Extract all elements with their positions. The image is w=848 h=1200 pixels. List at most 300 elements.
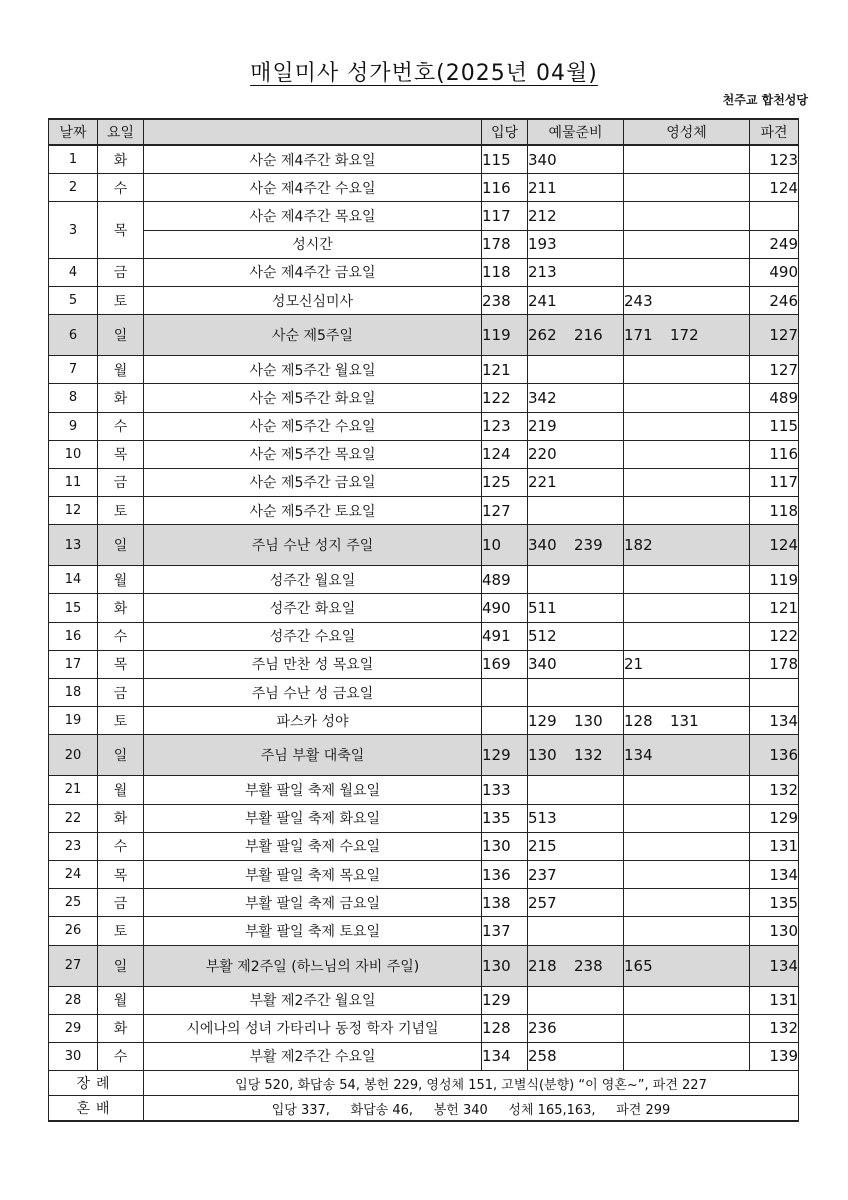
cell-offertory: [528, 622, 624, 650]
cell-communion: [624, 945, 750, 986]
cell-weekday: 월: [98, 566, 144, 594]
cell-communion: [624, 230, 750, 258]
table-row: [49, 650, 799, 678]
cell-entrance: 138: [482, 889, 528, 917]
cell-communion: [624, 174, 750, 202]
hymn-number: 238: [574, 956, 603, 975]
hymn-number: 165: [624, 956, 653, 975]
hymn-number: 513: [528, 809, 557, 828]
cell-celebration: 주님 수난 성 금요일: [144, 679, 482, 707]
cell-entrance: 124: [482, 440, 528, 468]
cell-weekday: 금: [98, 679, 144, 707]
cell-day: 9: [49, 412, 98, 440]
table-row: [49, 1042, 799, 1070]
cell-celebration: 부활 팔일 축제 월요일: [144, 776, 482, 804]
cell-weekday: 목: [98, 650, 144, 678]
hymn-number: 130: [574, 711, 603, 730]
cell-day: 30: [49, 1042, 98, 1070]
cell-communion: [624, 622, 750, 650]
cell-weekday: 수: [98, 832, 144, 860]
cell-offertory: [528, 832, 624, 860]
cell-weekday: 화: [98, 594, 144, 622]
header-offertory: 예물준비: [528, 119, 624, 145]
hymn-number: 193: [528, 235, 557, 254]
table-row: [49, 986, 799, 1014]
cell-offertory: [528, 145, 624, 174]
cell-offertory: [528, 230, 624, 258]
table-row: [49, 889, 799, 917]
cell-offertory: [528, 889, 624, 917]
hymn-number: 512: [528, 627, 557, 646]
footer-text: 입당 337, 화답송 46, 봉헌 340 성체 165,163, 파견 299: [144, 1096, 799, 1122]
cell-weekday: 목: [98, 860, 144, 888]
hymn-number: 243: [624, 291, 653, 310]
cell-day: 26: [49, 917, 98, 945]
hymn-number: 128: [624, 711, 653, 730]
cell-communion: [624, 202, 750, 230]
table-row: [49, 679, 799, 707]
cell-offertory: [528, 566, 624, 594]
hymn-number: 131: [670, 711, 699, 730]
table-row-sunday: [49, 315, 799, 356]
cell-day: 10: [49, 440, 98, 468]
cell-communion: [624, 707, 750, 735]
table-row: [49, 497, 799, 525]
cell-entrance: 118: [482, 258, 528, 286]
header-recessional: 파견: [750, 119, 799, 145]
cell-entrance: 123: [482, 412, 528, 440]
cell-celebration: 부활 팔일 축제 목요일: [144, 860, 482, 888]
cell-offertory: [528, 860, 624, 888]
cell-day: 17: [49, 650, 98, 678]
cell-celebration: 성주간 월요일: [144, 566, 482, 594]
hymn-number: 257: [528, 893, 557, 912]
cell-celebration: 성주간 화요일: [144, 594, 482, 622]
hymn-number: 237: [528, 865, 557, 884]
cell-recessional: 135: [750, 889, 799, 917]
cell-communion: [624, 986, 750, 1014]
hymn-number: 220: [528, 445, 557, 464]
table-row-sunday: [49, 525, 799, 566]
cell-weekday: 토: [98, 707, 144, 735]
hymn-number: 21: [624, 655, 644, 674]
cell-offertory: [528, 679, 624, 707]
hymn-number: 239: [574, 536, 603, 555]
hymn-number: 211: [528, 178, 557, 197]
cell-weekday: 금: [98, 468, 144, 496]
table-row: [49, 202, 799, 230]
cell-day: 11: [49, 468, 98, 496]
table-row: [49, 258, 799, 286]
cell-celebration: 사순 제5주간 토요일: [144, 497, 482, 525]
cell-communion: [624, 650, 750, 678]
table-row: [49, 832, 799, 860]
cell-recessional: 117: [750, 468, 799, 496]
cell-offertory: [528, 776, 624, 804]
cell-day: 1: [49, 145, 98, 174]
cell-offertory: [528, 286, 624, 314]
cell-celebration: 사순 제5주일: [144, 315, 482, 356]
cell-recessional: 123: [750, 145, 799, 174]
cell-weekday: 토: [98, 917, 144, 945]
cell-communion: [624, 286, 750, 314]
table-row-sunday: [49, 735, 799, 776]
cell-entrance: 122: [482, 384, 528, 412]
cell-entrance: [482, 679, 528, 707]
cell-entrance: 127: [482, 497, 528, 525]
cell-offertory: [528, 468, 624, 496]
cell-entrance: 128: [482, 1014, 528, 1042]
hymn-number: 134: [624, 746, 653, 765]
cell-day: 24: [49, 860, 98, 888]
cell-weekday: 화: [98, 1014, 144, 1042]
cell-celebration: 사순 제4주간 금요일: [144, 258, 482, 286]
cell-communion: [624, 145, 750, 174]
cell-recessional: 122: [750, 622, 799, 650]
cell-offertory: [528, 594, 624, 622]
hymn-number: 241: [528, 291, 557, 310]
cell-entrance: 129: [482, 735, 528, 776]
cell-recessional: 129: [750, 804, 799, 832]
cell-day: 3: [49, 202, 98, 258]
cell-communion: [624, 468, 750, 496]
cell-offertory: [528, 440, 624, 468]
cell-entrance: 115: [482, 145, 528, 174]
hymn-number: 212: [528, 206, 557, 225]
hymn-number: 340: [528, 655, 557, 674]
cell-day: 14: [49, 566, 98, 594]
cell-recessional: [750, 679, 799, 707]
cell-communion: [624, 776, 750, 804]
cell-day: 25: [49, 889, 98, 917]
cell-communion: [624, 384, 750, 412]
cell-recessional: 119: [750, 566, 799, 594]
cell-weekday: 토: [98, 497, 144, 525]
cell-recessional: 489: [750, 384, 799, 412]
table-row: [49, 594, 799, 622]
cell-celebration: 주님 부활 대축일: [144, 735, 482, 776]
table-row: [49, 468, 799, 496]
hymn-number: 340: [528, 536, 557, 555]
hymn-number: 218: [528, 956, 557, 975]
cell-recessional: [750, 202, 799, 230]
cell-celebration: 사순 제5주간 월요일: [144, 356, 482, 384]
cell-celebration: 부활 제2주일 (하느님의 자비 주일): [144, 945, 482, 986]
cell-recessional: 136: [750, 735, 799, 776]
cell-entrance: 489: [482, 566, 528, 594]
cell-recessional: 134: [750, 945, 799, 986]
cell-recessional: 139: [750, 1042, 799, 1070]
cell-communion: [624, 258, 750, 286]
hymn-number: 132: [574, 746, 603, 765]
cell-communion: [624, 1014, 750, 1042]
table-row: [49, 145, 799, 174]
cell-weekday: 화: [98, 804, 144, 832]
hymn-number: 258: [528, 1047, 557, 1066]
footer-label: 혼배: [49, 1096, 144, 1122]
table-row: [49, 804, 799, 832]
cell-entrance: 121: [482, 356, 528, 384]
table-row: [49, 440, 799, 468]
cell-entrance: [482, 707, 528, 735]
cell-communion: [624, 315, 750, 356]
cell-entrance: 116: [482, 174, 528, 202]
cell-day: 18: [49, 679, 98, 707]
cell-celebration: 사순 제5주간 목요일: [144, 440, 482, 468]
cell-recessional: 131: [750, 986, 799, 1014]
cell-day: 12: [49, 497, 98, 525]
hymn-number: 213: [528, 263, 557, 282]
table-row-sunday: [49, 945, 799, 986]
cell-celebration: 사순 제4주간 수요일: [144, 174, 482, 202]
header-day: 날짜: [49, 119, 98, 145]
hymn-number: 215: [528, 837, 557, 856]
cell-recessional: 249: [750, 230, 799, 258]
cell-offertory: [528, 650, 624, 678]
cell-offertory: [528, 497, 624, 525]
cell-day: 27: [49, 945, 98, 986]
cell-celebration: 성모신심미사: [144, 286, 482, 314]
cell-communion: [624, 525, 750, 566]
hymn-number: 216: [574, 326, 603, 345]
cell-weekday: 화: [98, 384, 144, 412]
cell-weekday: 금: [98, 258, 144, 286]
cell-weekday: 월: [98, 776, 144, 804]
cell-celebration: 부활 팔일 축제 금요일: [144, 889, 482, 917]
cell-recessional: 124: [750, 525, 799, 566]
footer-row: [49, 1071, 799, 1096]
cell-day: 4: [49, 258, 98, 286]
cell-offertory: [528, 707, 624, 735]
cell-entrance: 136: [482, 860, 528, 888]
cell-day: 6: [49, 315, 98, 356]
hymn-number: 236: [528, 1019, 557, 1038]
cell-recessional: 246: [750, 286, 799, 314]
table-row: [49, 860, 799, 888]
table-row: [49, 707, 799, 735]
hymn-number: 342: [528, 388, 557, 407]
cell-weekday: 금: [98, 889, 144, 917]
cell-offertory: [528, 735, 624, 776]
cell-offertory: [528, 525, 624, 566]
cell-celebration: 시에나의 성녀 가타리나 동정 학자 기념일: [144, 1014, 482, 1042]
cell-offertory: [528, 1014, 624, 1042]
cell-weekday: 일: [98, 945, 144, 986]
cell-day: 5: [49, 286, 98, 314]
cell-recessional: 121: [750, 594, 799, 622]
cell-communion: [624, 412, 750, 440]
cell-communion: [624, 594, 750, 622]
cell-offertory: [528, 202, 624, 230]
cell-communion: [624, 1042, 750, 1070]
cell-offertory: [528, 384, 624, 412]
cell-day: 7: [49, 356, 98, 384]
cell-recessional: 134: [750, 707, 799, 735]
parish-name: 천주교 합천성당: [722, 93, 808, 107]
cell-recessional: 134: [750, 860, 799, 888]
cell-entrance: 490: [482, 594, 528, 622]
cell-entrance: 130: [482, 832, 528, 860]
cell-day: 13: [49, 525, 98, 566]
cell-celebration: 사순 제4주간 화요일: [144, 145, 482, 174]
cell-communion: [624, 735, 750, 776]
footer-row: [49, 1096, 799, 1122]
cell-communion: [624, 889, 750, 917]
cell-offertory: [528, 917, 624, 945]
cell-communion: [624, 356, 750, 384]
cell-celebration: 부활 팔일 축제 수요일: [144, 832, 482, 860]
table-row: [49, 566, 799, 594]
cell-celebration: 부활 제2주간 수요일: [144, 1042, 482, 1070]
cell-weekday: 수: [98, 412, 144, 440]
header-communion: 영성체: [624, 119, 750, 145]
cell-communion: [624, 566, 750, 594]
cell-recessional: 131: [750, 832, 799, 860]
hymn-number: 171: [624, 326, 653, 345]
cell-celebration: 성시간: [144, 230, 482, 258]
cell-day: 20: [49, 735, 98, 776]
cell-entrance: 129: [482, 986, 528, 1014]
header-weekday: 요일: [98, 119, 144, 145]
cell-offertory: [528, 174, 624, 202]
page-title: 매일미사 성가번호(2025년 04월): [250, 61, 598, 86]
hymn-number: 340: [528, 150, 557, 169]
cell-weekday: 수: [98, 174, 144, 202]
cell-day: 21: [49, 776, 98, 804]
cell-communion: [624, 832, 750, 860]
hymn-number: 262: [528, 326, 557, 345]
cell-weekday: 화: [98, 145, 144, 174]
cell-recessional: 115: [750, 412, 799, 440]
cell-offertory: [528, 315, 624, 356]
cell-offertory: [528, 356, 624, 384]
cell-entrance: 117: [482, 202, 528, 230]
table-row: [49, 412, 799, 440]
cell-recessional: 132: [750, 1014, 799, 1042]
cell-weekday: 수: [98, 622, 144, 650]
cell-celebration: 사순 제5주간 수요일: [144, 412, 482, 440]
cell-communion: [624, 860, 750, 888]
cell-weekday: 토: [98, 286, 144, 314]
cell-communion: [624, 497, 750, 525]
table-row: [49, 286, 799, 314]
cell-day: 8: [49, 384, 98, 412]
cell-offertory: [528, 258, 624, 286]
footer-text: 입당 520, 화답송 54, 봉헌 229, 영성체 151, 고별식(분향) “이 영혼~”, 파견 227: [144, 1071, 799, 1096]
cell-communion: [624, 917, 750, 945]
table-row: [49, 356, 799, 384]
cell-celebration: 파스카 성야: [144, 707, 482, 735]
cell-entrance: 134: [482, 1042, 528, 1070]
cell-entrance: 169: [482, 650, 528, 678]
cell-recessional: 132: [750, 776, 799, 804]
cell-weekday: 수: [98, 1042, 144, 1070]
cell-entrance: 10: [482, 525, 528, 566]
cell-day: 15: [49, 594, 98, 622]
cell-day: 23: [49, 832, 98, 860]
cell-recessional: 118: [750, 497, 799, 525]
hymn-number: 129: [528, 711, 557, 730]
cell-celebration: 사순 제5주간 금요일: [144, 468, 482, 496]
cell-entrance: 137: [482, 917, 528, 945]
cell-celebration: 사순 제4주간 목요일: [144, 202, 482, 230]
cell-entrance: 178: [482, 230, 528, 258]
hymn-number: 219: [528, 417, 557, 436]
header-entrance: 입당: [482, 119, 528, 145]
cell-weekday: 월: [98, 986, 144, 1014]
cell-offertory: [528, 986, 624, 1014]
table-row: [49, 776, 799, 804]
cell-offertory: [528, 1042, 624, 1070]
cell-recessional: 130: [750, 917, 799, 945]
cell-offertory: [528, 412, 624, 440]
table-row: [49, 622, 799, 650]
cell-entrance: 125: [482, 468, 528, 496]
cell-celebration: 부활 제2주간 월요일: [144, 986, 482, 1014]
cell-weekday: 월: [98, 356, 144, 384]
hymn-number: 182: [624, 536, 653, 555]
cell-celebration: 사순 제5주간 화요일: [144, 384, 482, 412]
hymn-number: 130: [528, 746, 557, 765]
cell-day: 29: [49, 1014, 98, 1042]
table-row: [49, 230, 799, 258]
cell-recessional: 116: [750, 440, 799, 468]
cell-recessional: 124: [750, 174, 799, 202]
cell-offertory: [528, 945, 624, 986]
table-row: [49, 917, 799, 945]
cell-recessional: 178: [750, 650, 799, 678]
cell-communion: [624, 440, 750, 468]
cell-entrance: 238: [482, 286, 528, 314]
cell-communion: [624, 804, 750, 832]
cell-weekday: 일: [98, 735, 144, 776]
hymn-number: 221: [528, 473, 557, 492]
cell-celebration: 주님 수난 성지 주일: [144, 525, 482, 566]
cell-celebration: 부활 팔일 축제 화요일: [144, 804, 482, 832]
cell-entrance: 130: [482, 945, 528, 986]
cell-day: 19: [49, 707, 98, 735]
hymn-schedule-table: [48, 118, 799, 1122]
table-row: [49, 384, 799, 412]
cell-entrance: 135: [482, 804, 528, 832]
cell-celebration: 성주간 수요일: [144, 622, 482, 650]
cell-day: 16: [49, 622, 98, 650]
table-header-row: [49, 119, 799, 145]
cell-day: 28: [49, 986, 98, 1014]
cell-recessional: 127: [750, 315, 799, 356]
cell-entrance: 491: [482, 622, 528, 650]
cell-recessional: 490: [750, 258, 799, 286]
cell-weekday: 목: [98, 440, 144, 468]
footer-label: 장례: [49, 1071, 144, 1096]
table-row: [49, 1014, 799, 1042]
cell-recessional: 127: [750, 356, 799, 384]
cell-weekday: 목: [98, 202, 144, 258]
cell-communion: [624, 679, 750, 707]
hymn-number: 511: [528, 599, 557, 618]
table-row: [49, 174, 799, 202]
cell-entrance: 119: [482, 315, 528, 356]
cell-celebration: 부활 팔일 축제 토요일: [144, 917, 482, 945]
cell-entrance: 133: [482, 776, 528, 804]
hymn-number: 172: [670, 326, 699, 345]
cell-day: 22: [49, 804, 98, 832]
cell-offertory: [528, 804, 624, 832]
cell-weekday: 일: [98, 525, 144, 566]
header-celebration: [144, 119, 482, 145]
cell-celebration: 주님 만찬 성 목요일: [144, 650, 482, 678]
cell-day: 2: [49, 174, 98, 202]
